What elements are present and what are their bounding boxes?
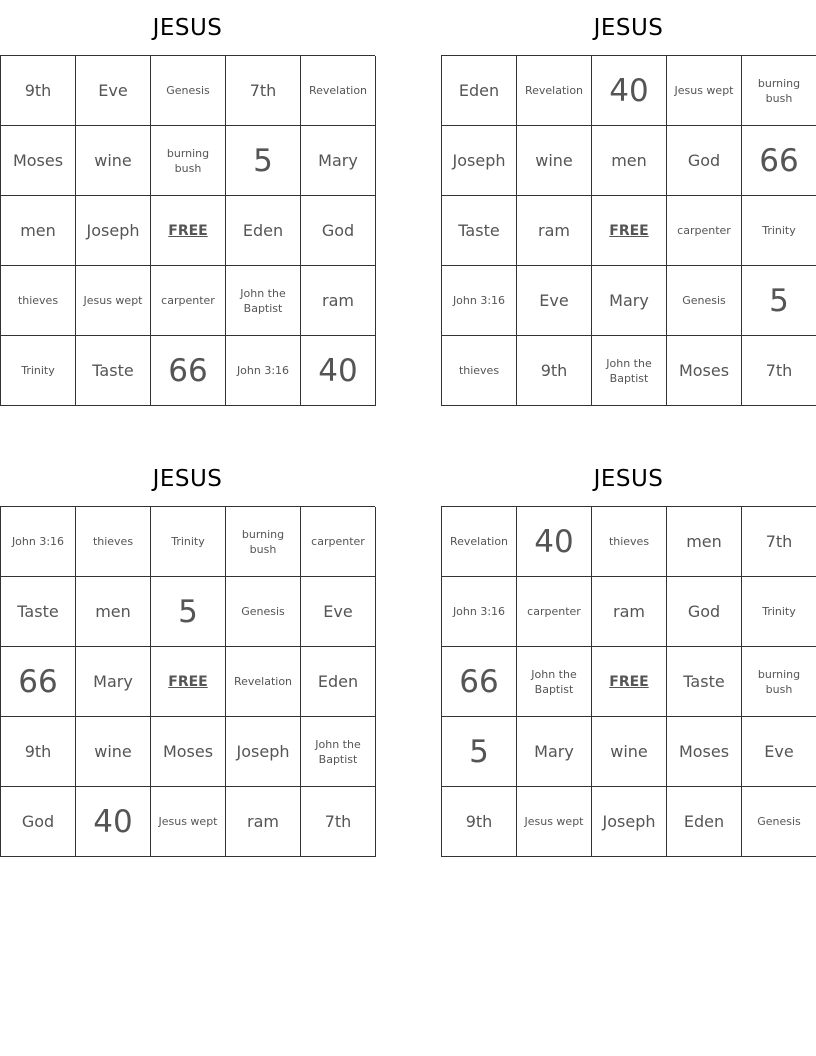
bingo-cell: Revelation — [301, 56, 376, 126]
bingo-cell: men — [592, 126, 667, 196]
bingo-cell: wine — [76, 126, 151, 196]
bingo-cell: Eden — [301, 647, 376, 717]
bingo-cell: John 3:16 — [442, 266, 517, 336]
bingo-cell: carpenter — [517, 577, 592, 647]
bingo-cell: 5 — [226, 126, 301, 196]
bingo-cell: carpenter — [301, 507, 376, 577]
bingo-cell: ram — [301, 266, 376, 336]
bingo-cell: Joseph — [226, 717, 301, 787]
bingo-cell: Mary — [301, 126, 376, 196]
bingo-cell: men — [1, 196, 76, 266]
bingo-cell: Moses — [1, 126, 76, 196]
bingo-cell: Taste — [442, 196, 517, 266]
card-title: JESUS — [152, 15, 223, 41]
bingo-cell: Eden — [226, 196, 301, 266]
bingo-cell: 9th — [517, 336, 592, 406]
bingo-cell: Revelation — [517, 56, 592, 126]
bingo-cell: ram — [517, 196, 592, 266]
bingo-cell: 66 — [442, 647, 517, 717]
card-title: JESUS — [593, 15, 664, 41]
bingo-cell: Moses — [667, 717, 742, 787]
bingo-cell: John 3:16 — [1, 507, 76, 577]
bingo-cell: God — [1, 787, 76, 857]
bingo-cell: Jesus wept — [76, 266, 151, 336]
bingo-cell: John 3:16 — [226, 336, 301, 406]
bingo-cell: carpenter — [667, 196, 742, 266]
bingo-cell: 9th — [442, 787, 517, 857]
bingo-cell: Jesus wept — [517, 787, 592, 857]
bingo-cell: Jesus wept — [667, 56, 742, 126]
bingo-cell: Taste — [667, 647, 742, 717]
bingo-cell: Genesis — [226, 577, 301, 647]
bingo-cell: Genesis — [151, 56, 226, 126]
bingo-cell: 7th — [742, 507, 816, 577]
bingo-card-4 — [441, 451, 816, 857]
bingo-cell: 66 — [742, 126, 816, 196]
bingo-cell: thieves — [592, 507, 667, 577]
bingo-cell: Taste — [1, 577, 76, 647]
bingo-cell: God — [301, 196, 376, 266]
bingo-cell: God — [667, 126, 742, 196]
bingo-cell: Trinity — [151, 507, 226, 577]
bingo-cell: 40 — [592, 56, 667, 126]
bingo-cell: burning bush — [226, 507, 301, 577]
bingo-cell: Eve — [301, 577, 376, 647]
free-space-cell: FREE — [151, 196, 226, 266]
bingo-cell: wine — [76, 717, 151, 787]
bingo-cell: Genesis — [742, 787, 816, 857]
bingo-cell: Trinity — [742, 196, 816, 266]
bingo-cell: Eden — [442, 56, 517, 126]
bingo-cell: God — [667, 577, 742, 647]
bingo-cell: thieves — [442, 336, 517, 406]
bingo-cell: 7th — [742, 336, 816, 406]
bingo-cell: John the Baptist — [301, 717, 376, 787]
bingo-cell: 9th — [1, 717, 76, 787]
bingo-cell: John the Baptist — [592, 336, 667, 406]
bingo-cell: burning bush — [742, 56, 816, 126]
bingo-cell: John 3:16 — [442, 577, 517, 647]
bingo-cell: thieves — [76, 507, 151, 577]
bingo-cell: Eve — [742, 717, 816, 787]
bingo-cell: John the Baptist — [517, 647, 592, 717]
free-space-cell: FREE — [592, 647, 667, 717]
bingo-cell: Moses — [667, 336, 742, 406]
bingo-cell: Joseph — [76, 196, 151, 266]
bingo-cell: 7th — [226, 56, 301, 126]
bingo-cell: Revelation — [442, 507, 517, 577]
bingo-cell: ram — [592, 577, 667, 647]
bingo-grid — [0, 506, 375, 857]
bingo-card-3 — [0, 451, 375, 857]
bingo-cell: 7th — [301, 787, 376, 857]
bingo-cell: Joseph — [442, 126, 517, 196]
free-space-cell: FREE — [592, 196, 667, 266]
card-title: JESUS — [152, 466, 223, 492]
bingo-cell: 40 — [517, 507, 592, 577]
card-title: JESUS — [593, 466, 664, 492]
bingo-cell: Eve — [76, 56, 151, 126]
bingo-cell: Eve — [517, 266, 592, 336]
bingo-cell: Mary — [592, 266, 667, 336]
bingo-cell: men — [76, 577, 151, 647]
bingo-cell: carpenter — [151, 266, 226, 336]
bingo-cell: men — [667, 507, 742, 577]
bingo-cell: Revelation — [226, 647, 301, 717]
bingo-cell: 9th — [1, 56, 76, 126]
bingo-cell: Eden — [667, 787, 742, 857]
bingo-cell: 40 — [76, 787, 151, 857]
bingo-card-1 — [0, 0, 375, 406]
bingo-cell: 66 — [151, 336, 226, 406]
bingo-cell: Trinity — [1, 336, 76, 406]
bingo-cell: 66 — [1, 647, 76, 717]
bingo-card-2 — [441, 0, 816, 406]
bingo-cell: John the Baptist — [226, 266, 301, 336]
bingo-cell: 5 — [442, 717, 517, 787]
bingo-cell: Mary — [76, 647, 151, 717]
free-space-cell: FREE — [151, 647, 226, 717]
bingo-cell: Genesis — [667, 266, 742, 336]
bingo-cell: Jesus wept — [151, 787, 226, 857]
bingo-cell: wine — [592, 717, 667, 787]
bingo-cell: 5 — [742, 266, 816, 336]
bingo-cell: Joseph — [592, 787, 667, 857]
bingo-cell: Mary — [517, 717, 592, 787]
bingo-cell: Moses — [151, 717, 226, 787]
bingo-cell: wine — [517, 126, 592, 196]
bingo-cell: thieves — [1, 266, 76, 336]
bingo-cell: 5 — [151, 577, 226, 647]
bingo-grid — [0, 55, 375, 406]
bingo-grid — [441, 506, 816, 857]
bingo-cell: Taste — [76, 336, 151, 406]
bingo-cell: burning bush — [742, 647, 816, 717]
bingo-cell: Trinity — [742, 577, 816, 647]
bingo-cell: burning bush — [151, 126, 226, 196]
bingo-grid — [441, 55, 816, 406]
bingo-cell: ram — [226, 787, 301, 857]
bingo-cell: 40 — [301, 336, 376, 406]
